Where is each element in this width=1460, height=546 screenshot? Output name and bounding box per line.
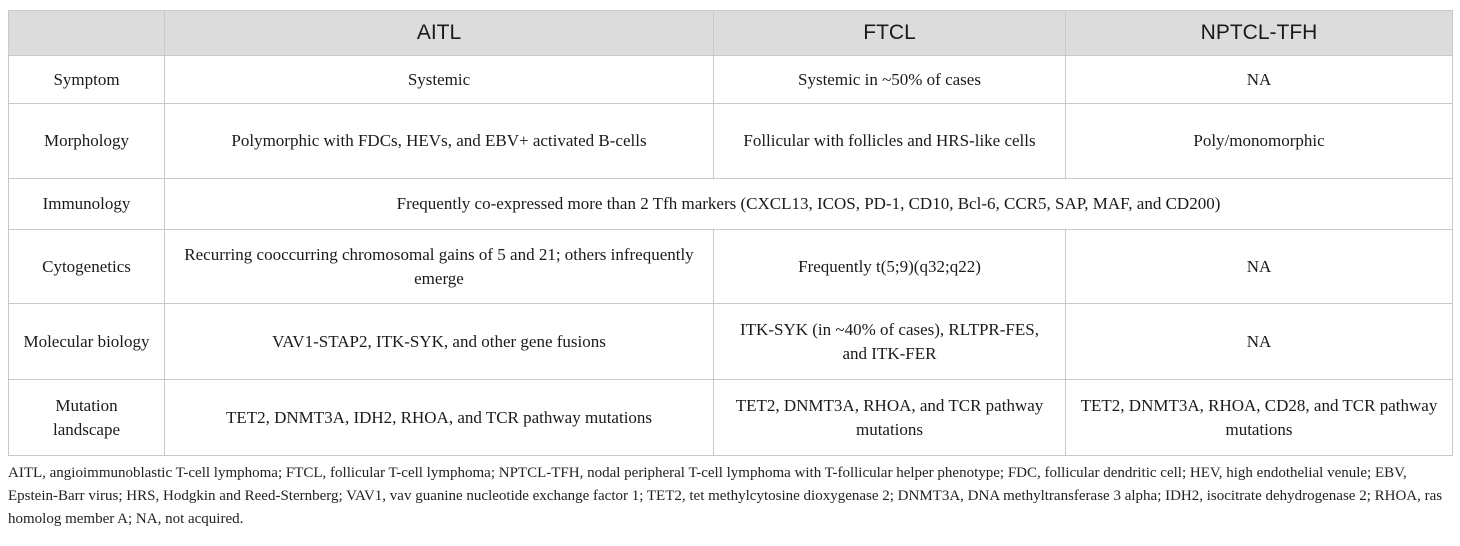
- table-row: [9, 230, 1453, 304]
- cell-aitl: Polymorphic with FDCs, HEVs, and EBV+ activated B-cells: [165, 104, 714, 179]
- table-row: [9, 179, 1453, 230]
- cell-ftcl: TET2, DNMT3A, RHOA, and TCR pathway mutations: [714, 380, 1066, 456]
- cell-ftcl: Follicular with follicles and HRS-like cells: [714, 104, 1066, 179]
- header-row: [9, 11, 1453, 56]
- cell-merged: Frequently co-expressed more than 2 Tfh markers (CXCL13, ICOS, PD-1, CD10, Bcl-6, CCR5, SAP, MAF, and CD200): [165, 179, 1453, 230]
- cell-aitl: TET2, DNMT3A, IDH2, RHOA, and TCR pathway mutations: [165, 380, 714, 456]
- cell-nptcl-tfh: NA: [1066, 56, 1453, 104]
- cell-nptcl-tfh: TET2, DNMT3A, RHOA, CD28, and TCR pathway mutations: [1066, 380, 1453, 456]
- row-label: Symptom: [9, 56, 165, 104]
- table-row: [9, 104, 1453, 179]
- cell-aitl: Recurring cooccurring chromosomal gains of 5 and 21; others infrequently emerge: [165, 230, 714, 304]
- row-label: Cytogenetics: [9, 230, 165, 304]
- header-ftcl: FTCL: [714, 11, 1066, 56]
- cell-ftcl: Frequently t(5;9)(q32;q22): [714, 230, 1066, 304]
- table-footnote: AITL, angioimmunoblastic T-cell lymphoma; FTCL, follicular T-cell lymphoma; NPTCL-TFH, nodal peripheral T-cell lymphoma with T-follicular helper phenotype; FDC, follicular dendritic cell; HEV, high endothelial venule; EBV, Epstein-Barr virus; HRS, Hodgkin and Reed-Sternberg; VAV1, vav guanine nucleotide exchange factor 1; TET2, tet methylcytosine dioxygenase 2; DNMT3A, DNA methyltransferase 3 alpha; IDH2, isocitrate dehydrogenase 2; RHOA, ras homolog member A; NA, not acquired.: [8, 465, 1443, 527]
- cell-aitl: Systemic: [165, 56, 714, 104]
- header-nptcl-tfh: NPTCL-TFH: [1066, 11, 1453, 56]
- row-label: Immunology: [9, 179, 165, 230]
- row-label: Molecular biology: [9, 304, 165, 380]
- cell-nptcl-tfh: NA: [1066, 230, 1453, 304]
- header-empty: [9, 11, 165, 56]
- table-row: [9, 380, 1453, 456]
- cell-ftcl: ITK-SYK (in ~40% of cases), RLTPR-FES, and ITK-FER: [714, 304, 1066, 380]
- cell-nptcl-tfh: NA: [1066, 304, 1453, 380]
- table-row: [9, 304, 1453, 380]
- cell-ftcl: Systemic in ~50% of cases: [714, 56, 1066, 104]
- header-aitl: AITL: [165, 11, 714, 56]
- row-label: Morphology: [9, 104, 165, 179]
- cell-nptcl-tfh: Poly/monomorphic: [1066, 104, 1453, 179]
- table-row: [9, 56, 1453, 104]
- row-label: Mutation landscape: [9, 380, 165, 456]
- cell-aitl: VAV1-STAP2, ITK-SYK, and other gene fusions: [165, 304, 714, 380]
- comparison-table: [8, 10, 1453, 456]
- table-container: [8, 10, 1452, 456]
